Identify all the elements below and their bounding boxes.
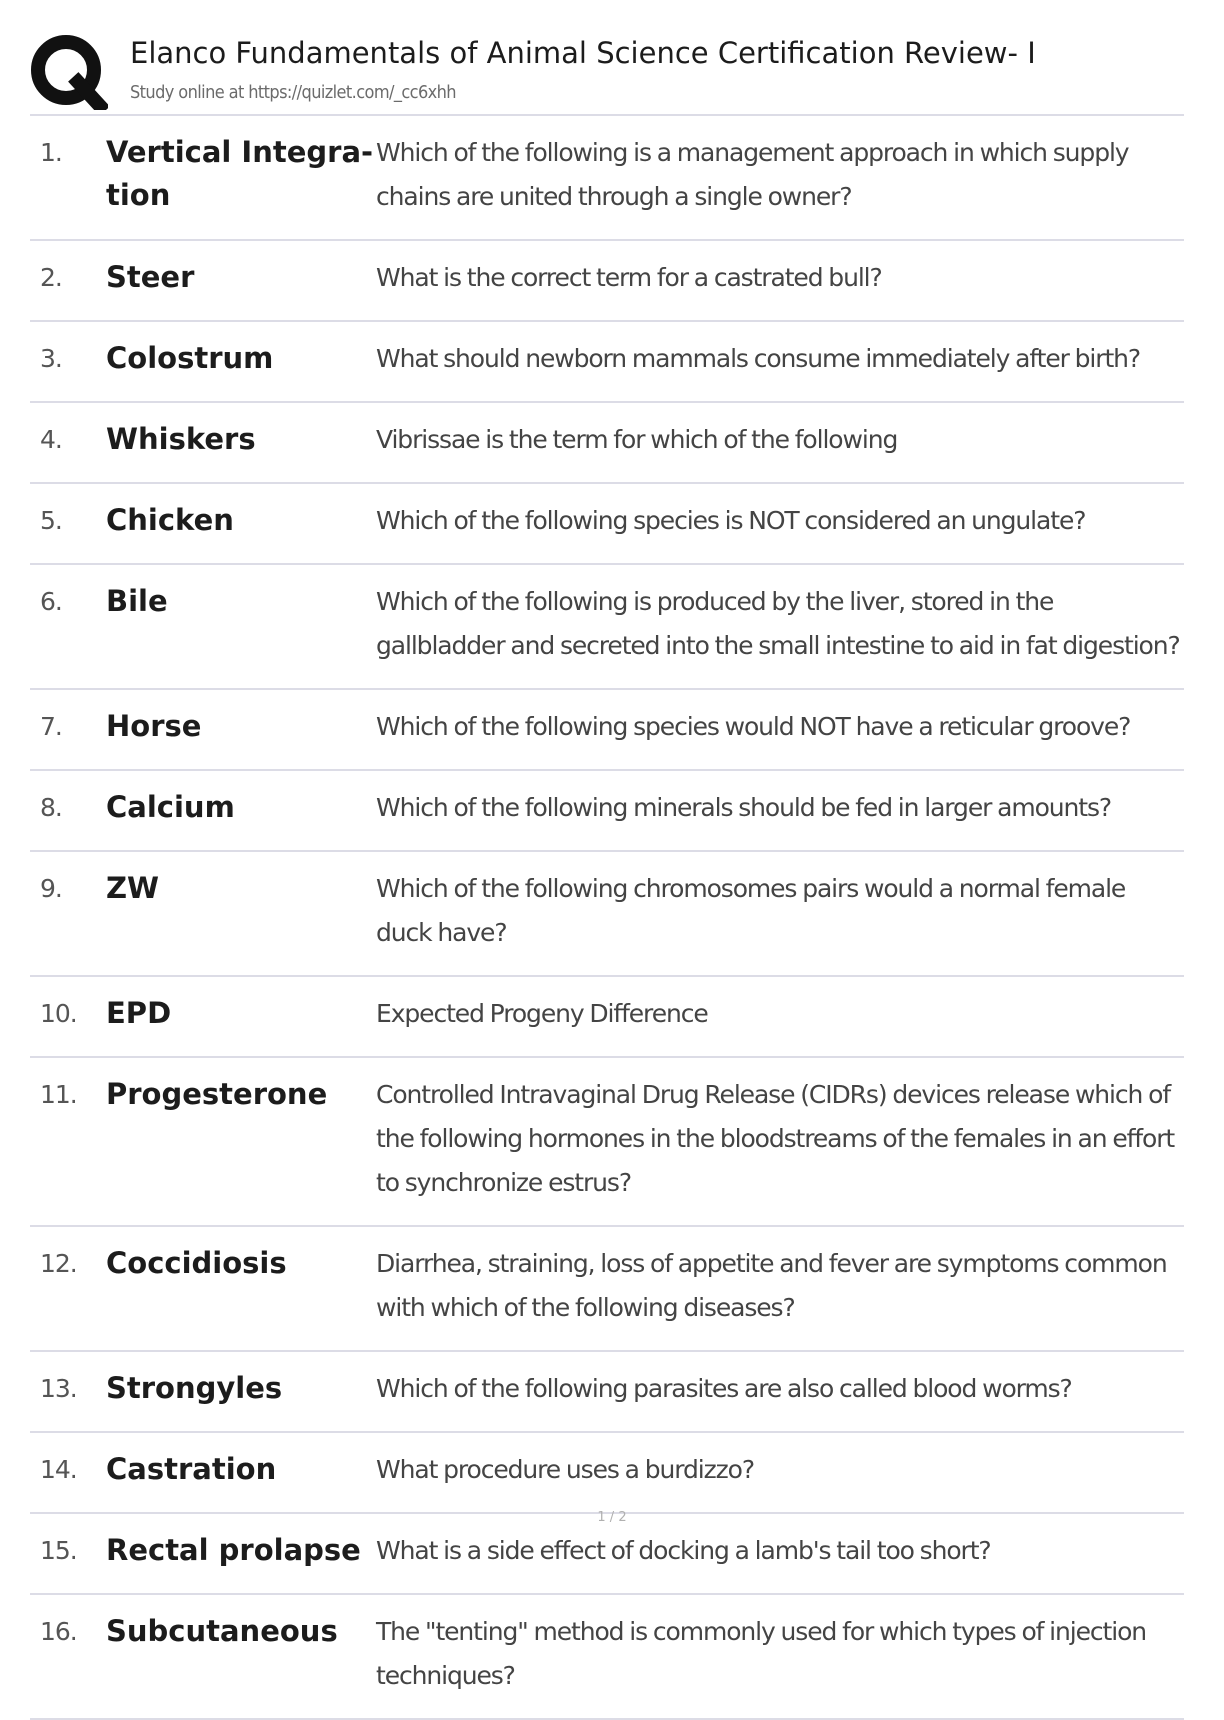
- card-definition: Which of the following species is NOT considered an ungulate?: [376, 506, 1086, 535]
- card-term: Colostrum: [106, 341, 274, 375]
- card-definition: What procedure uses a burdizzo?: [376, 1455, 754, 1484]
- card-definition: Vibrissae is the term for which of the following: [376, 425, 898, 454]
- card-definition: Expected Progeny Difference: [376, 999, 708, 1028]
- card-number: 14.: [40, 1455, 77, 1484]
- study-online-link[interactable]: Study online at https://quizlet.com/_cc6xhh: [130, 82, 456, 103]
- card-term: EPD: [106, 996, 172, 1030]
- card-term: Progesterone: [106, 1077, 328, 1111]
- flashcard-row: [30, 1352, 1184, 1433]
- page-header: [30, 28, 1184, 116]
- card-number: 1.: [40, 138, 62, 167]
- card-definition: What should newborn mammals consume immediately after birth?: [376, 344, 1141, 373]
- quizlet-logo-icon: [30, 32, 108, 110]
- card-number: 6.: [40, 587, 62, 616]
- card-term: Castration: [106, 1452, 277, 1486]
- card-definition: Controlled Intravaginal Drug Release (CIDRs) devices release which of the following hormones in the bloodstreams of the females in an effort to synchronize estrus?: [376, 1080, 1175, 1197]
- card-term: Steer: [106, 260, 195, 294]
- flashcard-row: [30, 1433, 1184, 1514]
- card-term: Rectal prolapse: [106, 1533, 361, 1567]
- card-number: 5.: [40, 506, 62, 535]
- page-title: Elanco Fundamentals of Animal Science Certification Review- I: [130, 36, 1036, 70]
- flashcard-row: [30, 116, 1184, 241]
- card-term: Coccidiosis: [106, 1246, 287, 1280]
- flashcard-row: [30, 1595, 1184, 1720]
- card-number: 12.: [40, 1249, 77, 1278]
- card-number: 15.: [40, 1536, 77, 1565]
- card-term: Chicken: [106, 503, 234, 537]
- card-definition: Which of the following species would NOT have a reticular groove?: [376, 712, 1131, 741]
- card-definition: Which of the following is a management approach in which supply chains are united through a single owner?: [376, 138, 1129, 211]
- flashcard-row: [30, 1227, 1184, 1352]
- card-number: 10.: [40, 999, 77, 1028]
- card-term: Whiskers: [106, 422, 256, 456]
- card-definition: Which of the following minerals should be fed in larger amounts?: [376, 793, 1112, 822]
- flashcard-row: [30, 977, 1184, 1058]
- flashcard-row: [30, 565, 1184, 690]
- card-number: 16.: [40, 1617, 77, 1646]
- card-number: 7.: [40, 712, 62, 741]
- flashcard-row: [30, 1514, 1184, 1595]
- flashcard-row: [30, 484, 1184, 565]
- card-definition: The "tenting" method is commonly used for which types of injection techniques?: [376, 1617, 1147, 1690]
- card-number: 11.: [40, 1080, 77, 1109]
- card-term: Subcutaneous: [106, 1614, 338, 1648]
- flashcard-row: [30, 771, 1184, 852]
- card-term: Horse: [106, 709, 202, 743]
- card-number: 2.: [40, 263, 62, 292]
- card-definition: What is the correct term for a castrated bull?: [376, 263, 882, 292]
- flashcard-row: [30, 690, 1184, 771]
- card-definition: Which of the following chromosomes pairs would a normal female duck have?: [376, 874, 1126, 947]
- flashcard-list: [30, 116, 1184, 1720]
- card-definition: Which of the following parasites are also called blood worms?: [376, 1374, 1072, 1403]
- flashcard-row: [30, 852, 1184, 977]
- flashcard-row: [30, 241, 1184, 322]
- card-term: Vertical Integra- tion: [106, 135, 374, 212]
- card-definition: Diarrhea, straining, loss of appetite and fever are symptoms common with which of the following diseases?: [376, 1249, 1167, 1322]
- card-number: 4.: [40, 425, 62, 454]
- card-number: 13.: [40, 1374, 77, 1403]
- card-term: Calcium: [106, 790, 235, 824]
- card-definition: Which of the following is produced by the liver, stored in the gallbladder and secreted into the small intestine to aid in fat digestion?: [376, 587, 1180, 660]
- card-term: Strongyles: [106, 1371, 283, 1405]
- flashcard-row: [30, 322, 1184, 403]
- flashcard-row: [30, 1058, 1184, 1227]
- card-number: 3.: [40, 344, 62, 373]
- page-number: 1 / 2: [597, 1510, 627, 1525]
- card-definition: What is a side effect of docking a lamb's tail too short?: [376, 1536, 991, 1565]
- card-term: ZW: [106, 871, 160, 905]
- card-term: Bile: [106, 584, 168, 618]
- card-number: 8.: [40, 793, 62, 822]
- card-number: 9.: [40, 874, 62, 903]
- flashcard-row: [30, 403, 1184, 484]
